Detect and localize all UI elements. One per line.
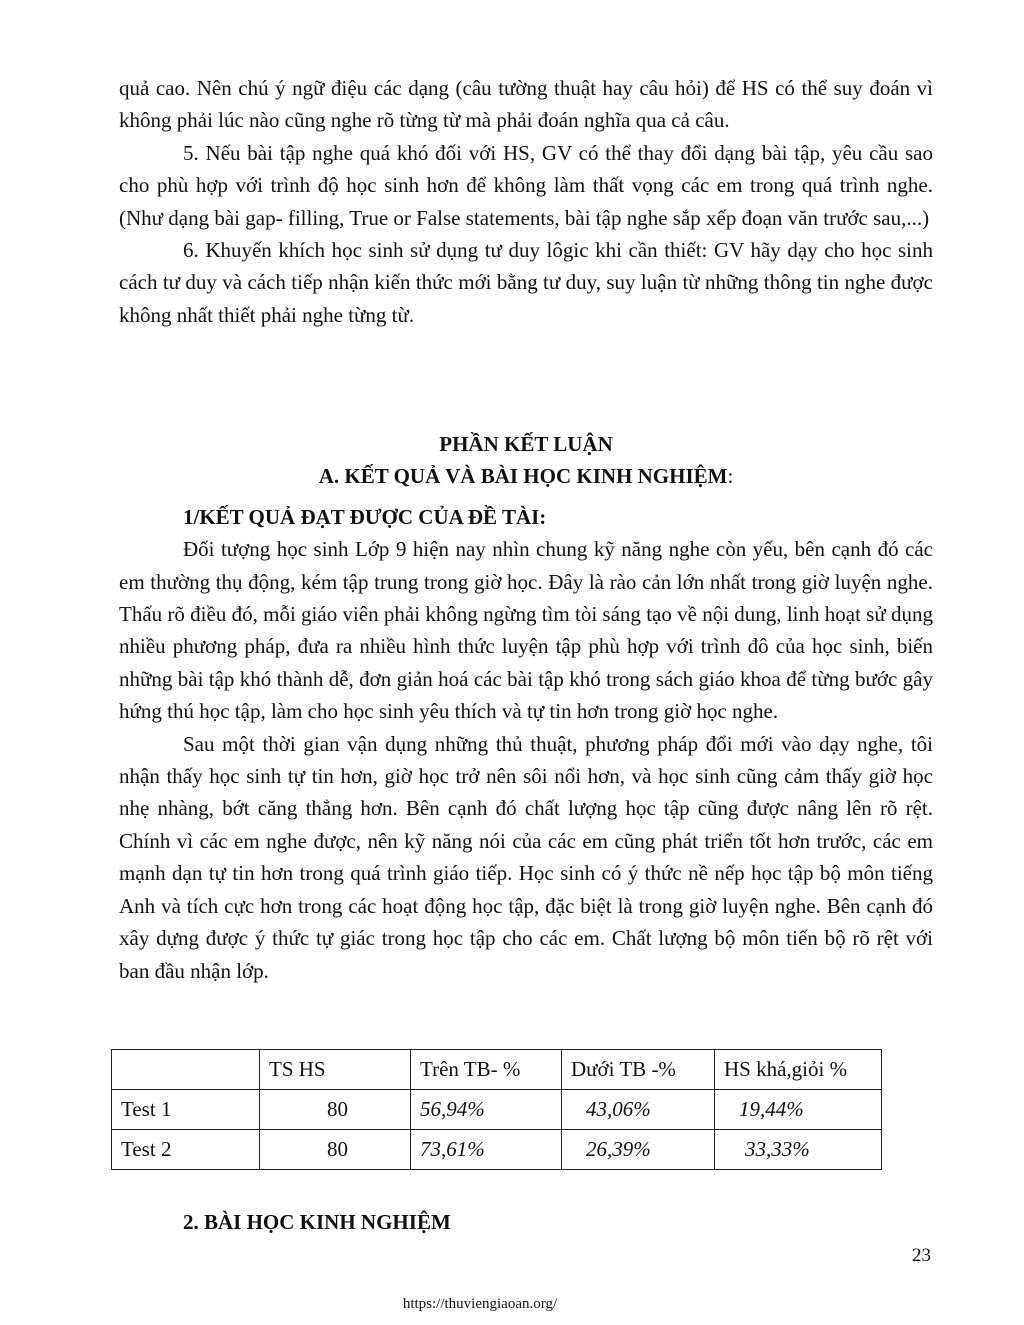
paragraph-intro-continued: quả cao. Nên chú ý ngữ điệu các dạng (câu tường thuật hay câu hỏi) để HS có thể suy đoán vì không phải lúc nào cũng nghe rõ từng từ mà phải đoán nghĩa qua cả câu. [119, 76, 933, 133]
table-cell-below-avg: 43,06% [562, 1090, 715, 1130]
results-table [111, 1049, 882, 1170]
table-row [112, 1130, 882, 1170]
part-title: PHẦN KẾT LUẬN [439, 432, 613, 456]
table-cell-label: Test 2 [112, 1130, 260, 1170]
table-cell-count: 80 [260, 1090, 411, 1130]
lessons-section [119, 1206, 933, 1238]
table-header-cell: TS HS [260, 1050, 411, 1090]
table-row [112, 1090, 882, 1130]
table-header-cell: Dưới TB -% [562, 1050, 715, 1090]
section-title [119, 460, 933, 492]
section-title-suffix: : [727, 464, 734, 489]
page-number: 23 [912, 1245, 931, 1266]
table-cell-above-avg: 56,94% [411, 1090, 562, 1130]
table-header-cell: Trên TB- % [411, 1050, 562, 1090]
conclusion-section [119, 428, 933, 987]
table-cell-good: 19,44% [715, 1090, 882, 1130]
paragraph-results-2: Sau một thời gian vận dụng những thủ thuật, phương pháp đổi mới vào dạy nghe, tôi nhận thấy học sinh tự tin hơn, giờ học trở nên sôi nổi hơn, và học sinh cũng cảm thấy giờ học nhẹ nhàng, bớt căng thẳng hơn. Bên cạnh đó chất lượng học tập cũng được nâng lên rõ rệt. Chính vì các em nghe được, nên kỹ năng nói của các em cũng phát triển tốt hơn trước, các em mạnh dạn tự tin hơn trong quá trình giáo tiếp. Học sinh có ý thức nề nếp học tập bộ môn tiếng Anh và tích cực hơn trong các hoạt động học tập, đặc biệt là trong giờ luyện nghe. Bên cạnh đó xây dựng được ý thức tự giác trong học tập cho các em. Chất lượng bộ môn tiến bộ rõ rệt với ban đầu nhận lớp. [119, 731, 933, 983]
table-cell-above-avg: 73,61% [411, 1130, 562, 1170]
table-header-cell [112, 1050, 260, 1090]
results-heading: 1/KẾT QUẢ ĐẠT ĐƯỢC CỦA ĐỀ TÀI: [183, 504, 547, 529]
table-cell-label: Test 1 [112, 1090, 260, 1130]
table-cell-count: 80 [260, 1130, 411, 1170]
table-cell-good: 33,33% [715, 1130, 882, 1170]
lessons-heading: 2. BÀI HỌC KINH NGHIỆM [183, 1210, 451, 1234]
paragraph-results-1: Đối tượng học sinh Lớp 9 hiện nay nhìn chung kỹ năng nghe còn yếu, bên cạnh đó các em thường thụ động, kém tập trung trong giờ học. Đây là rào cản lớn nhất trong giờ luyện nghe. Thấu rõ điều đó, mỗi giáo viên phải không ngừng tìm tòi sáng tạo về nội dung, linh hoạt sử dụng nhiều phương pháp, đưa ra nhiều hình thức luyện tập phù hợp với trình đô của học sinh, biến những bài tập khó thành dễ, đơn giản hoá các bài tập khó trong sách giáo khoa để từng bước gây hứng thú học tập, làm cho học sinh yêu thích và tự tin hơn trong giờ học nghe. [119, 537, 933, 724]
paragraph-item-5: 5. Nếu bài tập nghe quá khó đối với HS, GV có thể thay đổi dạng bài tập, yêu cầu sao cho phù hợp với trình độ học sinh hơn để không làm thất vọng các em trong quá trình nghe. (Như dạng bài gap- filling, True or False statements, bài tập nghe sắp xếp đoạn văn trước sau,...) [119, 140, 933, 230]
section-title-text: A. KẾT QUẢ VÀ BÀI HỌC KINH NGHIỆM [318, 464, 728, 489]
footer-url[interactable]: https://thuviengiaoan.org/ [402, 1296, 558, 1312]
intro-section [119, 72, 933, 331]
table-header-row [112, 1050, 882, 1090]
paragraph-item-6: 6. Khuyến khích học sinh sử dụng tư duy lôgic khi cần thiết: GV hãy dạy cho học sinh cách tư duy và cách tiếp nhận kiến thức mới bằng tư duy, suy luận từ những thông tin nghe được không nhất thiết phải nghe từng từ. [119, 238, 933, 327]
table-cell-below-avg: 26,39% [562, 1130, 715, 1170]
table-header-cell: HS khá,giỏi % [715, 1050, 882, 1090]
